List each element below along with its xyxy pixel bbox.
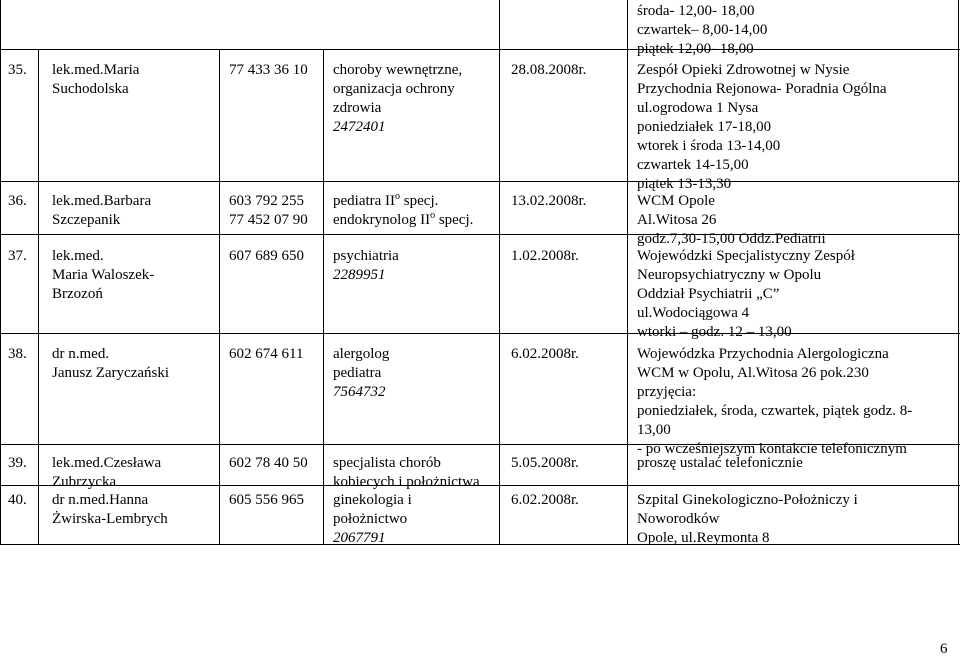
office-line: Noworodków xyxy=(637,511,720,527)
date: 13.02.2008r. xyxy=(511,193,587,209)
office-location xyxy=(637,192,826,249)
degree-superscript: o xyxy=(395,191,401,202)
specialization-code: 2472401 xyxy=(333,119,386,135)
office-line: ul.ogrodowa 1 Nysa xyxy=(637,100,759,116)
doctor-name-line: lek.med.Maria xyxy=(52,62,140,78)
date: 6.02.2008r. xyxy=(511,346,579,362)
office-line: Wojewódzka Przychodnia Alergologiczna xyxy=(637,346,889,362)
specialization-text: pediatra II xyxy=(333,193,396,209)
phone-line: 77 452 07 90 xyxy=(229,212,308,228)
doctor-name xyxy=(52,247,154,304)
office-line: godz.7,30-15,00 Oddz.Pediatrii xyxy=(637,231,826,247)
row-number: 35. xyxy=(8,62,27,78)
office-location xyxy=(637,454,803,473)
top-fragment xyxy=(637,2,767,59)
table-top-border xyxy=(0,49,960,50)
specialization-line: organizacja ochrony xyxy=(333,81,455,97)
row-number: 36. xyxy=(8,193,27,209)
office-line: Zespół Opieki Zdrowotnej w Nysie xyxy=(637,62,850,78)
doctor-name xyxy=(52,345,169,383)
phone-number: 605 556 965 xyxy=(229,492,304,508)
doctor-name xyxy=(52,192,151,230)
specialization-line: alergolog xyxy=(333,346,390,362)
doctor-name-line: Janusz Zaryczański xyxy=(52,365,170,381)
specialization-suffix: specj. xyxy=(400,193,439,209)
specialization-code: 2289951 xyxy=(333,267,386,283)
office-line: proszę ustalać telefonicznie xyxy=(637,455,803,471)
office-line: wtorki – godz. 12 – 13,00 xyxy=(637,324,792,340)
phone-number xyxy=(229,192,308,230)
doctor-name-line: Maria Waloszek- xyxy=(52,267,155,283)
office-location xyxy=(637,61,887,194)
col-border-name xyxy=(219,49,220,545)
office-line: poniedziałek, środa, czwartek, piątek godz. 8- xyxy=(637,403,913,419)
office-location xyxy=(637,247,855,342)
office-line: WCM Opole xyxy=(637,193,715,209)
office-line: przyjęcia: xyxy=(637,384,697,400)
doctor-name-line: lek.med. xyxy=(52,248,104,264)
specialization-line: pediatra xyxy=(333,365,382,381)
page-number: 6 xyxy=(940,641,948,657)
office-line: - po wcześniejszym kontakcie telefonicznym xyxy=(637,441,907,457)
specialization-line xyxy=(333,211,473,230)
specialization-line: choroby wewnętrzne, xyxy=(333,62,463,78)
doctor-name-line: lek.med.Barbara xyxy=(52,193,152,209)
specialization-line: zdrowia xyxy=(333,100,382,116)
col-border-spec xyxy=(499,0,500,545)
doctor-name-line: Zubrzycka xyxy=(52,474,117,490)
col-border-phone xyxy=(323,49,324,545)
specialization xyxy=(333,454,480,492)
row-number: 40. xyxy=(8,492,27,508)
office-line: Al.Witosa 26 xyxy=(637,212,717,228)
specialization xyxy=(333,61,462,137)
office-line: piątek 13-13,30 xyxy=(637,176,732,192)
phone-number: 602 674 611 xyxy=(229,346,304,362)
specialization-line: specjalista chorób xyxy=(333,455,441,471)
doctor-name xyxy=(52,454,161,492)
office-line: Szpital Ginekologiczno-Położniczy i xyxy=(637,492,858,508)
specialization-line: ginekologia i xyxy=(333,492,412,508)
degree-superscript: o xyxy=(430,210,436,221)
date: 6.02.2008r. xyxy=(511,492,579,508)
row-number: 37. xyxy=(8,248,27,264)
office-line: wtorek i środa 13-14,00 xyxy=(637,138,781,154)
doctor-name-line: Brzozoń xyxy=(52,286,103,302)
doctor-name-line: lek.med.Czesława xyxy=(52,455,162,471)
doctor-name-line: Żwirska-Lembrych xyxy=(52,511,168,527)
office-line: poniedziałek 17-18,00 xyxy=(637,119,772,135)
doctor-name xyxy=(52,491,168,529)
date: 5.05.2008r. xyxy=(511,455,579,471)
top-fragment-line: środa- 12,00- 18,00 xyxy=(637,3,755,19)
date: 28.08.2008r. xyxy=(511,62,587,78)
specialization xyxy=(333,192,473,230)
office-line: WCM w Opolu, Al.Witosa 26 pok.230 xyxy=(637,365,869,381)
office-line: Opole, ul.Reymonta 8 xyxy=(637,530,770,546)
office-location xyxy=(637,491,858,548)
specialization xyxy=(333,247,399,285)
col-border-left xyxy=(0,0,1,545)
office-line: czwartek 14-15,00 xyxy=(637,157,749,173)
phone-line: 603 792 255 xyxy=(229,193,304,209)
office-line: Przychodnia Rejonowa- Poradnia Ogólna xyxy=(637,81,887,97)
specialization-code: 7564732 xyxy=(333,384,386,400)
office-location xyxy=(637,345,912,459)
phone-number: 77 433 36 10 xyxy=(229,62,308,78)
row-number: 39. xyxy=(8,455,27,471)
top-fragment-line: piątek 12,00- 18,00 xyxy=(637,41,754,57)
doctor-name-line: dr n.med. xyxy=(52,346,110,362)
doctor-name-line: Szczepanik xyxy=(52,212,121,228)
doctor-name xyxy=(52,61,139,99)
specialization-code: 2067791 xyxy=(333,530,386,546)
doctor-name-line: Suchodolska xyxy=(52,81,129,97)
date: 1.02.2008r. xyxy=(511,248,579,264)
specialization-line: kobiecych i położnictwa xyxy=(333,474,480,490)
office-line: 13,00 xyxy=(637,422,671,438)
office-line: ul.Wodociągowa 4 xyxy=(637,305,750,321)
top-fragment-line: czwartek– 8,00-14,00 xyxy=(637,22,768,38)
specialization-text: endokrynolog II xyxy=(333,212,431,228)
phone-number: 607 689 650 xyxy=(229,248,304,264)
col-border-date xyxy=(627,0,628,545)
phone-number: 602 78 40 50 xyxy=(229,455,308,471)
specialization xyxy=(333,491,412,548)
row-number: 38. xyxy=(8,346,27,362)
office-line: Wojewódzki Specjalistyczny Zespół xyxy=(637,248,855,264)
col-border-no xyxy=(38,49,39,545)
office-line: Neuropsychiatryczny w Opolu xyxy=(637,267,822,283)
specialization-suffix: specj. xyxy=(435,212,474,228)
office-line: Oddział Psychiatrii „C” xyxy=(637,286,780,302)
specialization-line xyxy=(333,192,473,211)
specialization-line: położnictwo xyxy=(333,511,408,527)
specialization-line: psychiatria xyxy=(333,248,399,264)
doctor-name-line: dr n.med.Hanna xyxy=(52,492,149,508)
specialization xyxy=(333,345,389,402)
col-border-right xyxy=(958,0,959,545)
